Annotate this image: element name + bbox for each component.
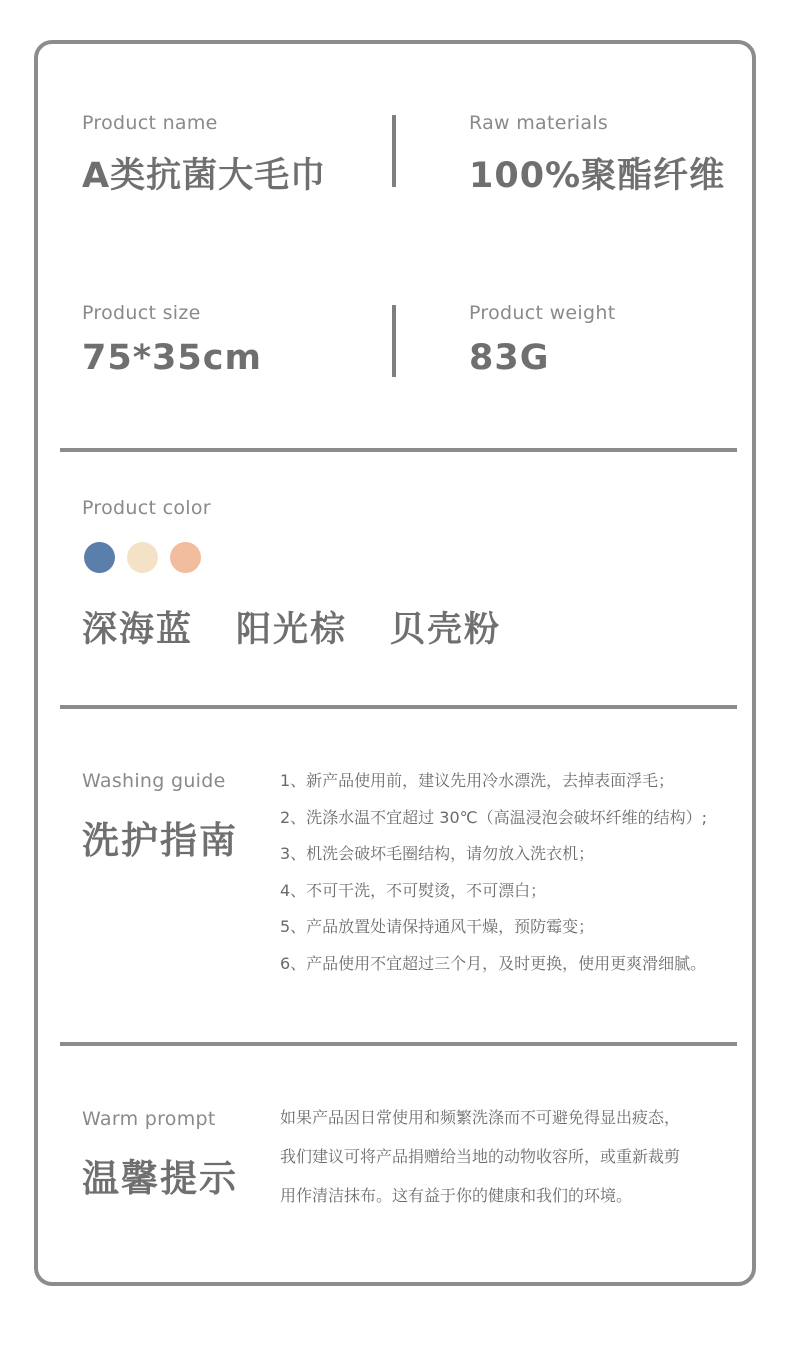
list-item: 2、洗涤水温不宜超过 30℃（高温浸泡会破坏纤维的结构）; [280,807,707,827]
color-name-shell-pink: 贝壳粉 [390,610,502,650]
product-color-label: Product color [82,497,211,519]
section-divider [60,448,737,452]
warm-prompt-title: 温馨提示 [82,1157,238,1200]
section-divider [60,705,737,709]
color-swatch-shell-pink [170,542,201,573]
color-name-deep-blue: 深海蓝 [82,610,194,650]
product-name-label: Product name [82,112,218,134]
color-swatch-deep-blue [84,542,115,573]
list-item: 1、新产品使用前，建议先用冷水漂洗，去掉表面浮毛； [280,771,675,790]
product-size-value: 75*35cm [82,338,262,378]
product-info-card [34,40,756,1286]
list-item: 5、产品放置处请保持通风干燥，预防霉变； [280,917,595,937]
spec-divider [392,305,396,377]
product-weight-value: 83G [469,338,550,378]
washing-guide-title: 洗护指南 [82,819,238,862]
product-name-value: A类抗菌大毛巾 [82,156,327,196]
prompt-line: 用作清洁抹布。这有益于你的健康和我们的环境。 [280,1186,633,1205]
prompt-line: 我们建议可将产品捐赠给当地的动物收容所，或重新裁剪 [280,1147,681,1166]
color-name-sunshine-brown: 阳光棕 [236,610,348,650]
section-divider [60,1042,737,1046]
prompt-line: 如果产品因日常使用和频繁洗涤而不可避免得显出疲态， [280,1108,681,1127]
raw-materials-value: 100%聚酯纤维 [469,156,726,196]
raw-materials-label: Raw materials [469,112,609,134]
washing-guide-list [280,766,707,986]
product-size-label: Product size [82,302,201,324]
washing-guide-label: Washing guide [82,770,226,792]
product-weight-label: Product weight [469,302,616,324]
list-item: 4、不可干洗，不可熨烫，不可漂白； [280,880,547,900]
list-item: 6、产品使用不宜超过三个月，及时更换，使用更爽滑细腻。 [280,953,707,973]
warm-prompt-label: Warm prompt [82,1108,216,1130]
spec-divider [392,115,396,187]
color-swatch-sunshine-brown [127,542,158,573]
warm-prompt-text [280,1103,740,1220]
list-item: 3、机洗会破坏毛圈结构，请勿放入洗衣机； [280,844,595,864]
